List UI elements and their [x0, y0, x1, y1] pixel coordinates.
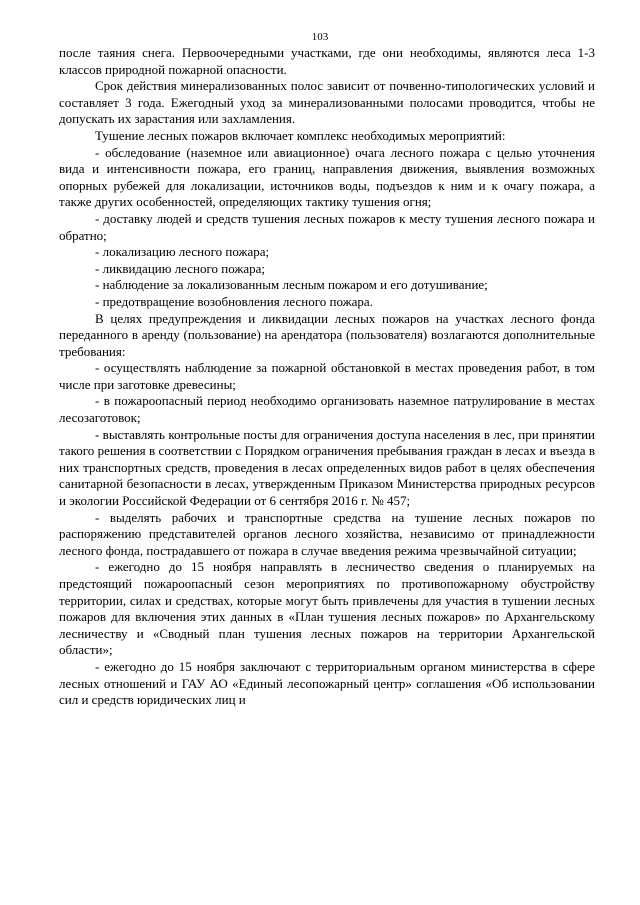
paragraph-fire-measures-intro: Тушение лесных пожаров включает комплекс необходимых мероприятий: — [95, 127, 506, 143]
list-item-liquidation: - ликвидацию лесного пожара; — [95, 260, 266, 276]
page-number: 103 — [311, 31, 329, 43]
list-item-localization: - локализацию лесного пожара; — [95, 244, 270, 260]
list-item-prevention: - предотвращение возобновления лесного пожара. — [95, 293, 373, 309]
document-body — [59, 45, 595, 709]
list-item-agreements: - ежегодно до 15 ноября заключают с территориальным органом министерства в сфере лесных отношений и ГАУ АО «Единый лесопожарный центр» соглашения «Об использовании сил и средств юридических лиц и — [59, 658, 595, 708]
paragraph-strip-duration: Срок действия минерализованных полос зависит от почвенно-типологических условий и составляет 3 года. Ежегодный уход за минерализованными полосами проводится, чтобы не допускать их зарастания или захламления. — [59, 78, 595, 127]
list-item-patrolling: - в пожароопасный период необходимо организовать наземное патрулирование в местах лесозаготовок; — [59, 393, 595, 426]
paragraph-continuation: после таяния снега. Первоочередными участками, где они необходимы, являются леса 1-3 классов природной пожарной опасности. — [59, 45, 595, 77]
list-item-monitoring: - наблюдение за локализованным лесным пожаром и его дотушивание; — [95, 277, 488, 293]
list-item-control-posts: - выставлять контрольные посты для ограничения доступа населения в лес, при принятии такого решения в соответствии с Порядком ограничения пребывания граждан в лесах и въезда в них транспортных средств, проведения в лесах определенных видов работ в целях обеспечения санитарной безопасности в лесах, утвержденным Приказом Министерства природных ресурсов и экологии Российской Федерации от 6 сентября 2016 г. № 457; — [59, 426, 595, 509]
list-item-annual-report: - ежегодно до 15 ноября направлять в лесничество сведения о планируемых на предстоящий пожароопасный сезон мероприятиях по противопожарному обустройству территории, силах и средствах, которые могут быть привлечены для участия в тушении лесных пожаров для включения этих данных в «План тушения лесных пожаров» по Архангельскому лесничеству и «Сводный план тушения лесных пожаров на территории Архангельской области»; — [59, 559, 595, 658]
list-item-delivery: - доставку людей и средств тушения лесных пожаров к месту тушения лесного пожара и обратно; — [59, 210, 595, 243]
paragraph-tenant-requirements: В целях предупреждения и ликвидации лесных пожаров на участках лесного фонда переданного в аренду (пользование) на арендатора (пользователя) возлагаются дополнительные требования: — [59, 310, 595, 359]
list-item-workers-allocation: - выделять рабочих и транспортные средства на тушение лесных пожаров по распоряжению представителей органов лесного хозяйства, независимо от принадлежности лесного фонда, пострадавшего от пожара в случае введения режима чрезвычайной ситуации; — [59, 509, 595, 558]
list-item-observation: - осуществлять наблюдение за пожарной обстановкой в местах проведения работ, в том числе при заготовке древесины; — [59, 360, 595, 392]
list-item-inspection: - обследование (наземное или авиационное) очага лесного пожара с целью уточнения вида и интенсивности пожара, его границ, направления движения, выявления возможных опорных рубежей для локализации, источников воды, подъездов к ним и к очагу пожара, а также других особенностей, определяющих тактику тушения огня; — [59, 144, 595, 210]
